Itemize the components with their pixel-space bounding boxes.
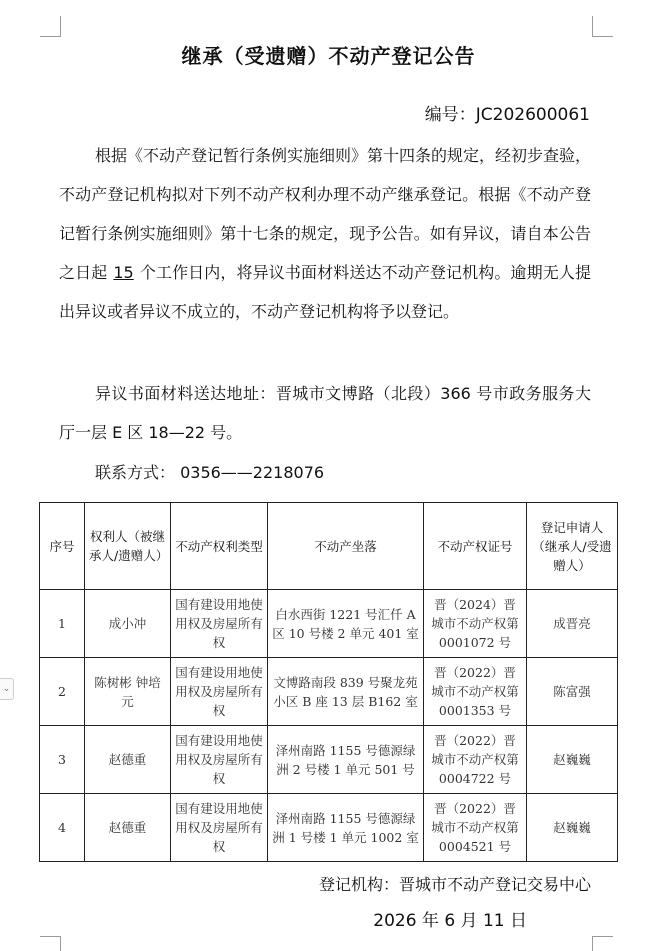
cell-right-type: 国有建设用地使用权及房屋所有权 [171, 658, 268, 726]
table-row [40, 658, 618, 726]
objection-address: 异议书面材料送达地址：晋城市文博路（北段）366 号市政务服务大厅一层 E 区 18—22 号。 [59, 384, 591, 442]
crop-mark-top-left [40, 16, 61, 37]
table-row [40, 590, 618, 658]
cell-location: 泽州南路 1155 号德源绿洲 1 号楼 1 单元 1002 室 [268, 794, 424, 862]
table-header-row [40, 503, 618, 590]
announcement-date: 2026 年 6 月 11 日 [373, 911, 527, 931]
notice-text-before: 根据《不动产登记暂行条例实施细则》第十四条的规定，经初步查验，不动产登记机构拟对下列不动产权利办理不动产继承登记。根据《不动产登记暂行条例实施细则》第十七条的规定，现予公告。如有异议，请自本公告之日起 [59, 146, 592, 282]
header-applicant: 登记申请人（继承人/受遗赠人） [527, 503, 618, 590]
header-certificate: 不动产权证号 [424, 503, 527, 590]
header-holder: 权利人（被继承人/遗赠人） [85, 503, 171, 590]
cell-holder: 赵德重 [85, 726, 171, 794]
document-number: 编号：JC202600061 [424, 105, 590, 125]
cell-right-type: 国有建设用地使用权及房屋所有权 [171, 726, 268, 794]
table-row [40, 726, 618, 794]
notice-paragraph [59, 136, 591, 331]
chevron-down-icon[interactable]: ⌄ [0, 678, 14, 700]
cell-serial: 4 [40, 794, 85, 862]
page-title: 继承（受遗赠）不动产登记公告 [181, 44, 476, 68]
header-location: 不动产坐落 [268, 503, 424, 590]
cell-applicant: 陈富强 [527, 658, 618, 726]
cell-applicant: 赵巍巍 [527, 794, 618, 862]
registration-table [39, 502, 618, 862]
header-right-type: 不动产权利类型 [171, 503, 268, 590]
cell-location: 白水西街 1221 号汇仟 A 区 10 号楼 2 单元 401 室 [268, 590, 424, 658]
cell-applicant: 赵巍巍 [527, 726, 618, 794]
cell-holder: 陈树彬 钟培元 [85, 658, 171, 726]
cell-applicant: 成晋亮 [527, 590, 618, 658]
cell-certificate: 晋（2022）晋城市不动产权第 0001353 号 [424, 658, 527, 726]
cell-serial: 1 [40, 590, 85, 658]
objection-days: 15 [113, 263, 134, 282]
cell-location: 文博路南段 839 号聚龙苑小区 B 座 13 层 B162 室 [268, 658, 424, 726]
crop-mark-top-right [592, 16, 613, 37]
cell-right-type: 国有建设用地使用权及房屋所有权 [171, 590, 268, 658]
cell-holder: 成小冲 [85, 590, 171, 658]
cell-right-type: 国有建设用地使用权及房屋所有权 [171, 794, 268, 862]
contact-info: 联系方式： 0356——2218076 [95, 463, 325, 482]
cell-certificate: 晋（2024）晋城市不动产权第 0001072 号 [424, 590, 527, 658]
cell-serial: 2 [40, 658, 85, 726]
table-row [40, 794, 618, 862]
notice-text-after: 个工作日内，将异议书面材料送达不动产登记机构。逾期无人提出异议或者异议不成立的，不动产登记机构将予以登记。 [59, 263, 591, 321]
registration-authority: 登记机构：晋城市不动产登记交易中心 [318, 875, 591, 894]
cell-certificate: 晋（2022）晋城市不动产权第 0004722 号 [424, 726, 527, 794]
cell-certificate: 晋（2022）晋城市不动产权第 0004521 号 [424, 794, 527, 862]
cell-location: 泽州南路 1155 号德源绿洲 2 号楼 1 单元 501 号 [268, 726, 424, 794]
cell-serial: 3 [40, 726, 85, 794]
cell-holder: 赵德重 [85, 794, 171, 862]
header-serial: 序号 [40, 503, 85, 590]
crop-mark-bottom-left [40, 936, 61, 951]
crop-mark-bottom-right [592, 936, 613, 951]
